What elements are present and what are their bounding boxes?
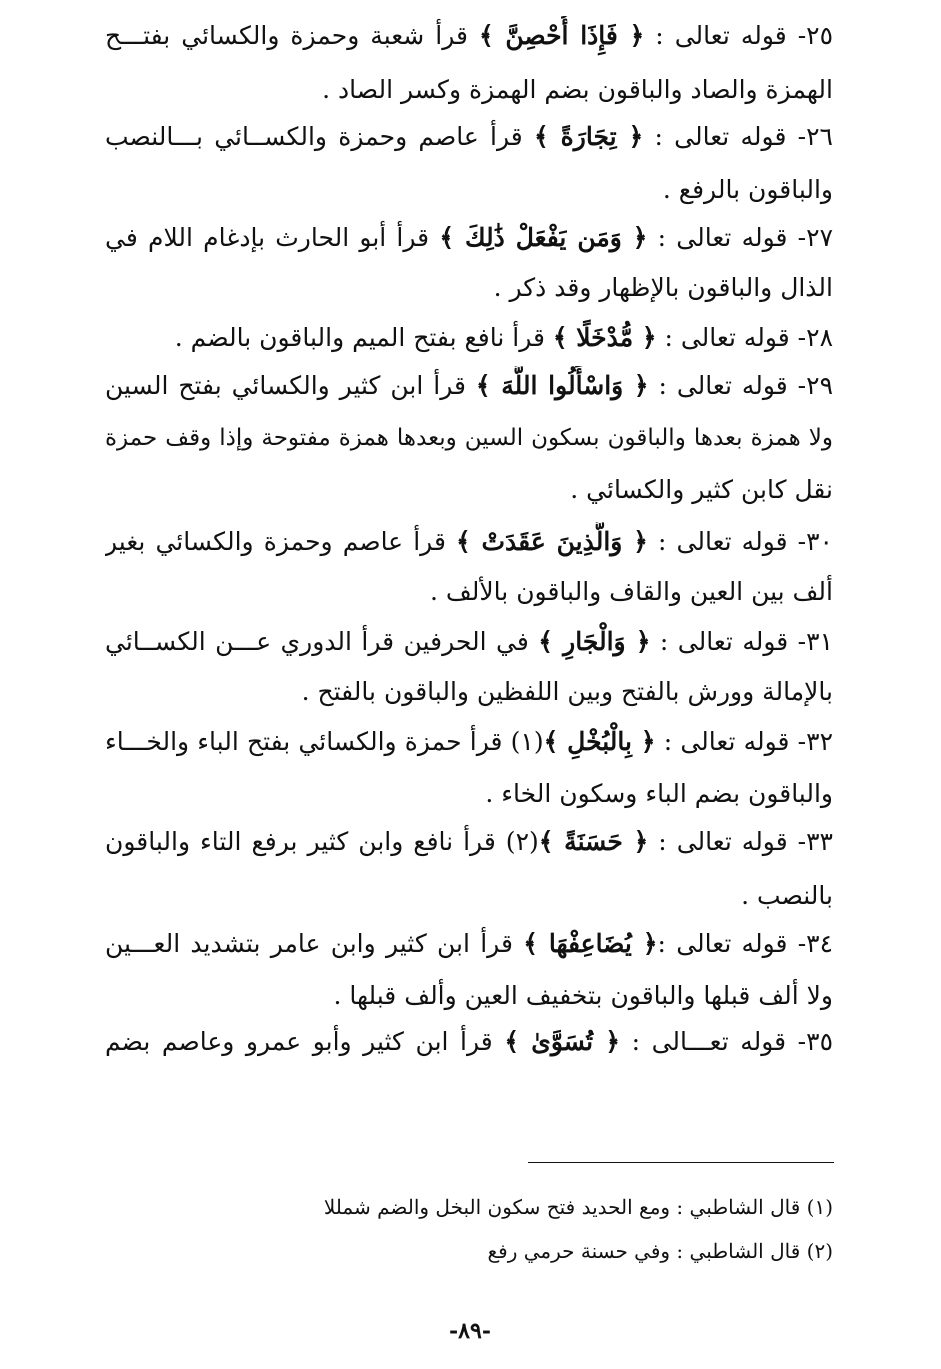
entry-25-line-2	[105, 70, 833, 114]
entry-text: (١) قرأ حمزة والكسائي بفتح الباء والخـــاء	[105, 727, 544, 756]
quran-verse: ﴿ حَسَنَةً ﴾	[538, 827, 649, 856]
entry-33-line-2	[105, 876, 833, 920]
entry-text: ٢٦- قوله تعالى :	[643, 122, 833, 151]
entry-text: قرأ ابن كثير والكسائي بفتح السين	[105, 371, 476, 400]
entry-27-line-1	[105, 218, 833, 262]
entry-text: قرأ شعبة وحمزة والكسائي بفتـــح	[105, 21, 479, 50]
entry-text: ٢٧- قوله تعالى :	[647, 223, 833, 252]
entry-text: ٢٨- قوله تعالى :	[656, 323, 833, 352]
entry-26-line-2	[105, 170, 833, 214]
entry-27-line-2	[105, 268, 833, 312]
footnote-2: (٢) قال الشاطبي : وفي حسنة حرمي رفع	[487, 1239, 833, 1263]
entry-text: نقل كابن كثير والكسائي .	[570, 475, 833, 504]
entry-text: ولا همزة بعدها والباقون بسكون السين وبعدها همزة مفتوحة وإذا وقف حمزة	[105, 425, 833, 451]
entry-29-line-1	[105, 366, 833, 410]
entry-text: قرأ ابن كثير وأبو عمرو وعاصم بضم	[105, 1027, 505, 1056]
entry-text: الهمزة والصاد والباقون بضم الهمزة وكسر الصاد .	[322, 75, 833, 104]
footnote-separator	[528, 1162, 834, 1163]
quran-verse: ﴿ وَمَن يَفْعَلْ ذَٰلِكَ ﴾	[439, 223, 648, 252]
quran-verse: ﴿ يُضَاعِفْهَا ﴾	[523, 929, 658, 958]
quran-verse: ﴿ تُسَوَّىٰ ﴾	[504, 1027, 621, 1056]
entry-text: (٢) قرأ نافع وابن كثير برفع التاء والباقون	[105, 827, 539, 856]
entry-text: في الحرفين قرأ الدوري عـــن الكســائي	[105, 627, 539, 656]
entry-text: قرأ عاصم وحمزة والكســائي بـــالنصب	[105, 122, 535, 151]
entry-29-line-2	[105, 418, 833, 462]
entry-32-line-1	[105, 722, 833, 766]
entry-text: بالنصب .	[741, 881, 833, 910]
entry-35-line-1	[105, 1022, 833, 1066]
entry-33-line-1	[105, 822, 833, 866]
quran-verse: ﴿ وَالْجَارِ ﴾	[538, 627, 651, 656]
entry-text: ٣٣- قوله تعالى :	[648, 827, 833, 856]
entry-25-line-1	[105, 16, 833, 60]
entry-34-line-2	[105, 976, 833, 1020]
quran-verse: ﴿ بِالْبُخْلِ ﴾	[543, 727, 656, 756]
entry-29-line-3	[105, 470, 833, 514]
entry-text: قرأ عاصم وحمزة والكسائي بغير	[105, 527, 456, 556]
quran-verse: ﴿ فَإِذَا أُحْصِنَّ ﴾	[478, 21, 645, 50]
entry-text: ٣١- قوله تعالى :	[650, 627, 833, 656]
quran-verse: ﴿ وَاسْأَلُوا اللَّهَ ﴾	[475, 371, 649, 400]
entry-text: ألف بين العين والقاف والباقون بالألف .	[430, 577, 833, 606]
entry-30-line-1	[105, 522, 833, 566]
entry-text: ٢٥- قوله تعالى :	[644, 21, 833, 50]
entry-text: ٣٥- قوله تعـــالى :	[620, 1027, 833, 1056]
entry-26-line-1	[105, 117, 833, 161]
entry-text: الذال والباقون بالإظهار وقد ذكر .	[493, 273, 833, 302]
entry-34-line-1	[105, 924, 833, 968]
entry-text: بالإمالة وورش بالفتح وبين اللفظين والباقون بالفتح .	[301, 677, 833, 706]
entry-text: ٣٠- قوله تعالى :	[647, 527, 833, 556]
entry-text: ٣٢- قوله تعالى :	[655, 727, 833, 756]
entry-text: والباقون بضم الباء وسكون الخاء .	[485, 779, 833, 808]
entry-31-line-1	[105, 622, 833, 666]
entry-text: والباقون بالرفع .	[662, 175, 833, 204]
page-number: -٨٩-	[449, 1318, 491, 1344]
entry-text: قرأ ابن كثير وابن عامر بتشديد العـــين	[105, 929, 524, 958]
entry-28-line-1	[105, 318, 833, 362]
entry-text: ٣٤- قوله تعالى :	[657, 929, 833, 958]
entry-text: ولا ألف قبلها والباقون بتخفيف العين وألف قبلها .	[333, 981, 833, 1010]
entry-32-line-2	[105, 774, 833, 818]
quran-verse: ﴿ وَالَّذِينَ عَقَدَتْ ﴾	[456, 527, 648, 556]
entry-30-line-2	[105, 572, 833, 616]
footnote-1: (١) قال الشاطبي : ومع الحديد فتح سكون البخل والضم شمللا	[323, 1195, 833, 1219]
quran-verse: ﴿ تِجَارَةً ﴾	[534, 122, 644, 151]
entry-text: قرأ أبو الحارث بإدغام اللام في	[105, 223, 440, 252]
entry-text: ٢٩- قوله تعالى :	[648, 371, 833, 400]
entry-text: قرأ نافع بفتح الميم والباقون بالضم .	[174, 323, 553, 352]
entry-31-line-2	[105, 672, 833, 716]
quran-verse: ﴿ مُّدْخَلًا ﴾	[552, 323, 657, 352]
